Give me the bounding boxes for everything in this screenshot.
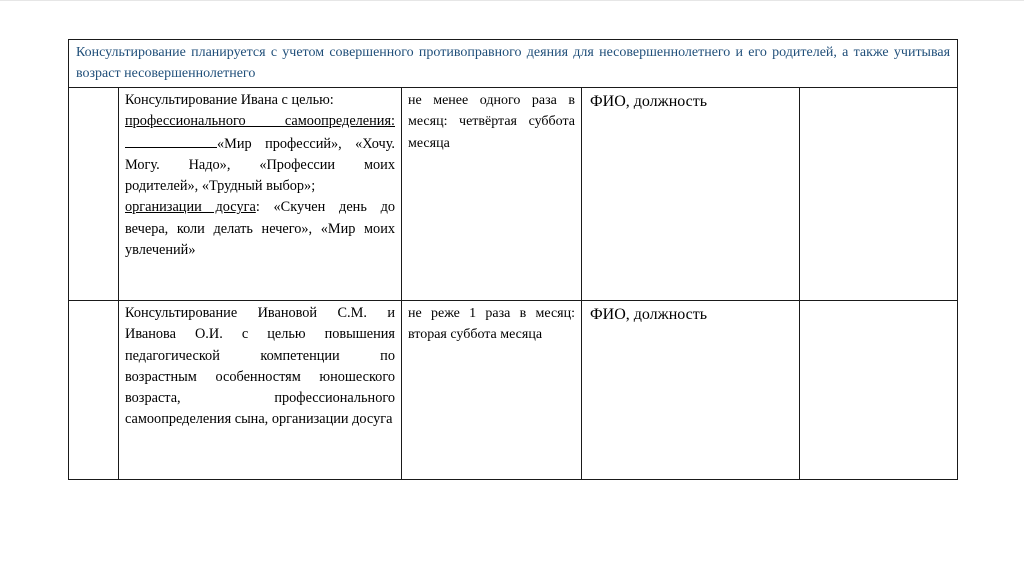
topic-career: профессионального самоопределения: <box>125 113 395 130</box>
row2-description: Консультирование Ивановой С.М. и Иванова О.И. с целью повышения педагогической компетенции по возрастным особенностям юношеского возраста, профессионального самоопределения сына, организации досуга <box>125 305 395 428</box>
topic-leisure: организации досуга <box>125 199 256 216</box>
row1-frequency: не менее одного раза в месяц: четвёртая суббота месяца <box>408 93 575 151</box>
table-row <box>69 301 958 480</box>
slide-top-border <box>0 0 1024 1</box>
frequency-line1: не реже 1 раза в месяц: <box>408 306 575 321</box>
leisure-topics: : «Скучен день до вечера, коли делать нечего», «Мир моих увлечений» <box>125 199 396 259</box>
note-cell <box>800 88 958 301</box>
responsible-cell <box>582 301 800 480</box>
frequency-cell <box>402 301 582 480</box>
header-cell <box>69 40 958 88</box>
number-cell <box>69 301 119 480</box>
row1-description <box>119 88 401 261</box>
note-cell <box>800 301 958 480</box>
row2-responsible: ФИО, должность <box>590 306 708 323</box>
career-topics: «Мир профессий», «Хочу. Могу. Надо», «Профессии моих родителей», «Трудный выбор»; <box>125 135 395 195</box>
header-text: Консультирование планируется с учетом совершенного противоправного деяния для несовершеннолетнего и его родителей, а также учитывая возраст несовершеннолетнего <box>76 45 951 81</box>
frequency-cell <box>402 88 582 301</box>
number-cell <box>69 88 119 301</box>
consultation-plan-table <box>68 39 958 480</box>
responsible-cell <box>582 88 800 301</box>
description-cell <box>119 88 402 301</box>
row1-responsible: ФИО, должность <box>590 93 708 110</box>
frequency-line2: вторая суббота месяца <box>408 327 543 343</box>
table-row <box>69 88 958 301</box>
underline-blank <box>125 133 217 148</box>
description-intro: Консультирование Ивана с целью: <box>125 92 334 108</box>
header-row <box>69 40 958 88</box>
description-cell <box>119 301 402 480</box>
row2-frequency <box>402 301 581 346</box>
